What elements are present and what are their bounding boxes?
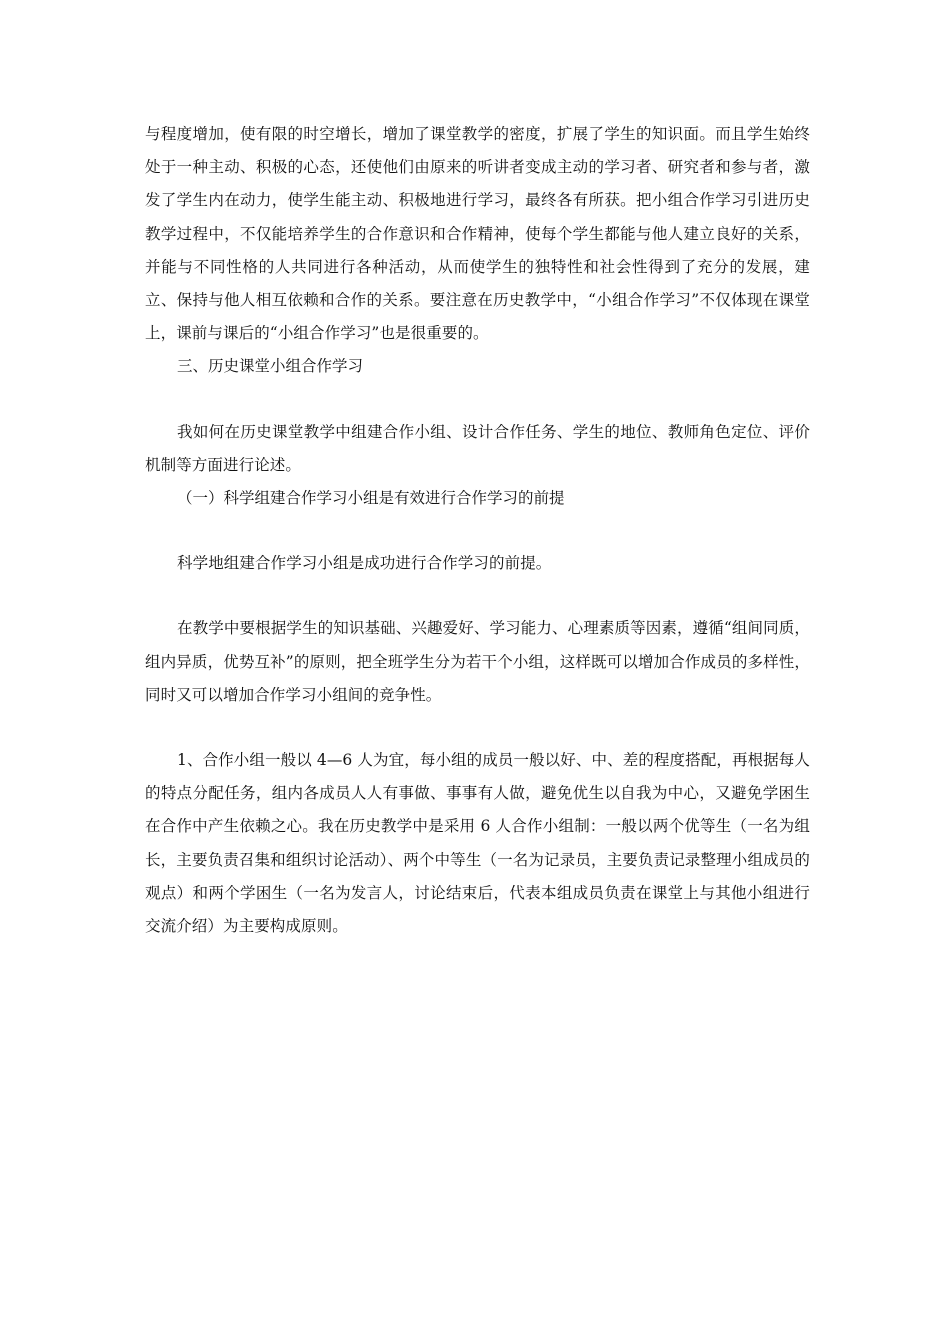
document-body xyxy=(145,118,810,943)
subsection-heading-1: （一）科学组建合作学习小组是有效进行合作学习的前提 xyxy=(177,489,565,508)
paragraph-premise: 科学地组建合作学习小组是成功进行合作学习的前提。 xyxy=(177,554,552,573)
paragraph-continuation: 与程度增加，使有限的时空增长，增加了课堂教学的密度，扩展了学生的知识面。而且学生始终处于一种主动、积极的心态，还使他们由原来的听讲者变成主动的学习者、研究者和参与者，激发了学生内在动力，使学生能主动、积极地进行学习，最终各有所获。把小组合作学习引进历史教学过程中，不仅能培养学生的合作意识和合作精神，使每个学生都能与他人建立良好的关系，并能与不同性格的人共同进行各种活动，从而使学生的独特性和社会性得到了充分的发展，建立、保持与他人相互依赖和合作的关系。要注意在历史教学中，“小组合作学习”不仅体现在课堂上，课前与课后的“小组合作学习”也是很重要的。 xyxy=(145,125,810,343)
paragraph-grouping-principle: 在教学中要根据学生的知识基础、兴趣爱好、学习能力、心理素质等因素，遵循“组间同质，组内异质，优势互补”的原则，把全班学生分为若干个小组，这样既可以增加合作成员的多样性，同时又可以增加合作学习小组间的竞争性。 xyxy=(145,619,810,704)
paragraph-group-size: 1、合作小组一般以 4—6 人为宜，每小组的成员一般以好、中、差的程度搭配，再根据每人的特点分配任务，组内各成员人人有事做、事事有人做，避免优生以自我为中心，又避免学困生在合作中产生依赖之心。我在历史教学中是采用 6 人合作小组制：一般以两个优等生（一名为组长，主要负责召集和组织讨论活动）、两个中等生（一名为记录员，主要负责记录整理小组成员的观点）和两个学困生（一名为发言人，讨论结束后，代表本组成员负责在课堂上与其他小组进行交流介绍）为主要构成原则。 xyxy=(145,751,810,936)
paragraph-intro: 我如何在历史课堂教学中组建合作小组、设计合作任务、学生的地位、教师角色定位、评价机制等方面进行论述。 xyxy=(145,422,810,474)
section-heading-3: 三、历史课堂小组合作学习 xyxy=(177,357,364,376)
